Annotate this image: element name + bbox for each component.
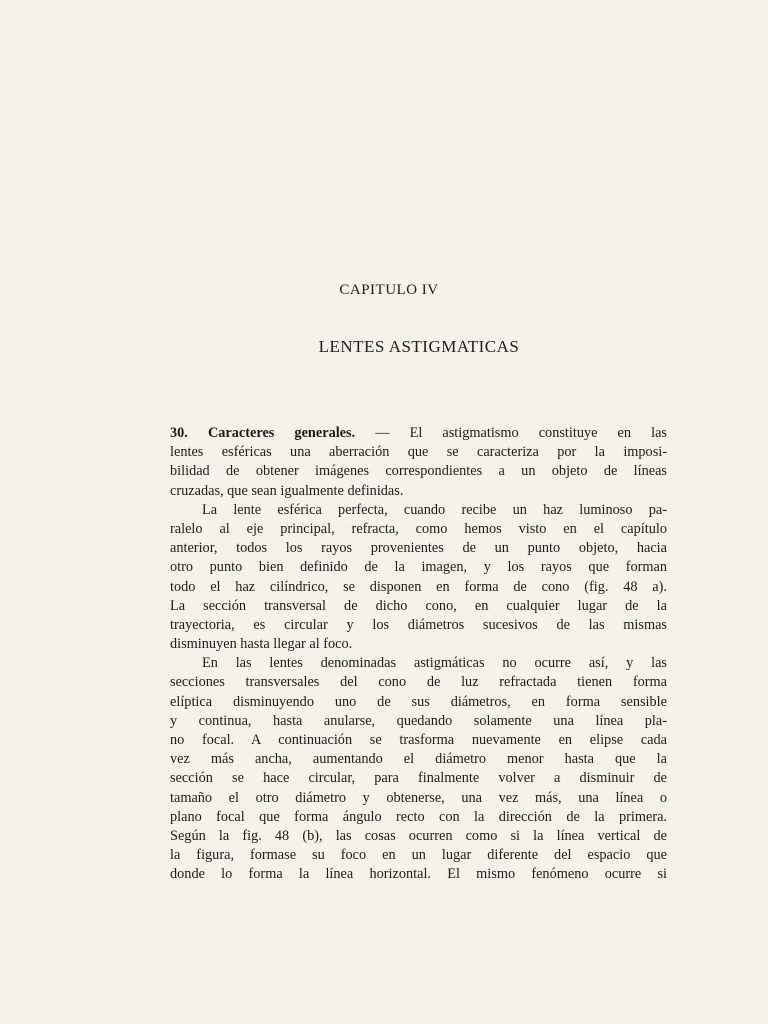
text-line: lentes esféricas una aberración que se caracteriza por la imposi- [170,444,667,461]
section-heading: 30. Caracteres generales. [170,425,356,441]
text-line: Según la fig. 48 (b), las cosas ocurren como si la línea vertical de [170,827,667,844]
text-line: anterior, todos los rayos provenientes de un punto objeto, hacia [170,540,667,557]
text-line: donde lo forma la línea horizontal. El mismo fenómeno ocurre si [170,866,667,883]
text-line: tamaño el otro diámetro y obtenerse, una vez más, una línea o [170,789,667,806]
text-line: sección se hace circular, para finalmente volver a disminuir de [170,770,667,787]
chapter-heading: CAPITULO IV [339,282,439,298]
text-line: ralelo al eje principal, refracta, como hemos visto en el capítulo [170,520,667,537]
text-line: La lente esférica perfecta, cuando recibe un haz luminoso pa- [202,501,667,518]
body-text [170,424,667,885]
text-line: disminuyen hasta llegar al foco. [170,636,353,653]
text-line: todo el haz cilíndrico, se disponen en forma de cono (fig. 48 a). [170,578,667,595]
text-line: otro punto bien definido de la imagen, y los rayos que forman [170,559,667,576]
text-line: vez más ancha, aumentando el diámetro menor hasta que la [170,751,667,768]
text-line: no focal. A continuación se trasforma nuevamente en elipse cada [170,732,667,748]
text-line: En las lentes denominadas astigmáticas no ocurre así, y las [202,655,667,672]
text-line-segment: — El astigmatismo constituye en las [355,425,667,441]
text-line [170,424,667,443]
text-line: La sección transversal de dicho cono, en cualquier lugar de la [170,597,667,614]
text-line: trayectoria, es circular y los diámetros sucesivos de las mismas [170,616,667,633]
text-line: plano focal que forma ángulo recto con la dirección de la primera. [170,808,667,825]
text-line: elíptica disminuyendo uno de sus diámetros, en forma sensible [170,693,667,710]
text-line: bilidad de obtener imágenes correspondientes a un objeto de líneas [170,463,667,480]
text-line: cruzadas, que sean igualmente definidas. [170,482,404,499]
text-line: la figura, formase su foco en un lugar diferente del espacio que [170,847,667,864]
chapter-title: LENTES ASTIGMATICAS [318,337,520,356]
text-line: secciones transversales del cono de luz refractada tienen forma [170,674,667,691]
text-line: y continua, hasta anularse, quedando solamente una línea pla- [170,712,667,729]
